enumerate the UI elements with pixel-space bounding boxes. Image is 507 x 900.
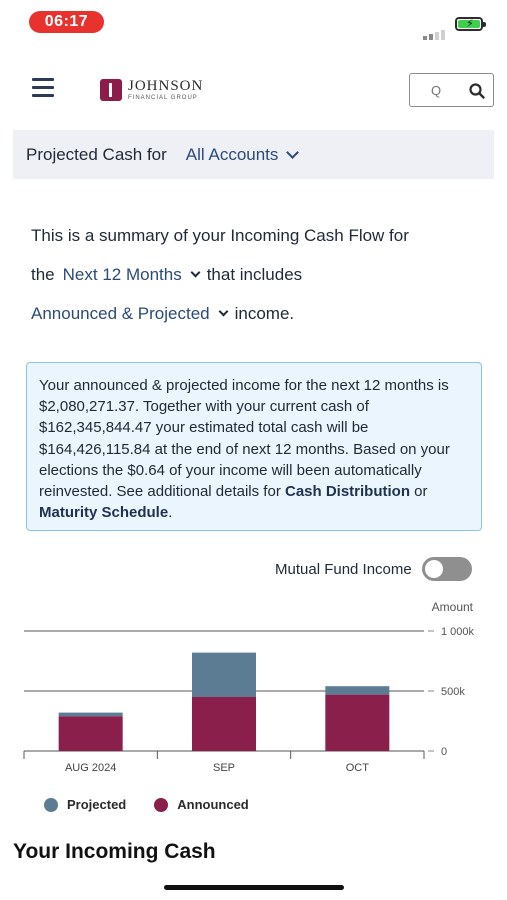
- toggle-knob: [425, 560, 443, 578]
- x-tick-label: OCT: [345, 762, 369, 774]
- chevron-down-icon: [190, 268, 200, 278]
- x-tick-label: AUG 2024: [64, 762, 117, 774]
- projected-cash-bar: [13, 130, 494, 179]
- summary-text: [31, 216, 481, 333]
- legend-item-projected[interactable]: [44, 797, 126, 812]
- bar-announced-0: [59, 716, 123, 751]
- bar-projected-0: [59, 713, 123, 717]
- status-time: 06:17: [29, 11, 104, 33]
- bar-projected-2: [325, 686, 389, 694]
- maturity-schedule-link[interactable]: Maturity Schedule: [39, 504, 169, 522]
- status-bar: [0, 0, 507, 44]
- summary-includes: that includes: [206, 264, 303, 284]
- y-axis-label: Amount: [431, 600, 473, 614]
- y-tick-label: 500k: [441, 686, 465, 698]
- logo[interactable]: [100, 79, 203, 101]
- legend-item-announced[interactable]: [154, 797, 249, 812]
- bar-announced-1: [192, 697, 256, 751]
- mutual-fund-toggle-row: [275, 557, 472, 581]
- x-tick-label: SEP: [212, 762, 236, 774]
- search-box[interactable]: [409, 73, 494, 107]
- mutual-fund-label: Mutual Fund Income: [275, 560, 412, 578]
- income-type-dropdown[interactable]: [31, 298, 227, 330]
- income-type-dropdown-value: Announced & Projected: [31, 303, 210, 323]
- income-info-box: [26, 362, 482, 531]
- summary-prefix: This is a summary of your Incoming Cash Flow for: [31, 225, 409, 245]
- y-tick-label: 1 000k: [441, 626, 475, 638]
- home-indicator[interactable]: [164, 885, 344, 890]
- cash-distribution-link[interactable]: Cash Distribution: [284, 483, 410, 501]
- app-header: [0, 70, 507, 114]
- logo-name: JOHNSON: [128, 78, 204, 94]
- period-dropdown[interactable]: [63, 259, 199, 291]
- chevron-down-icon: [218, 307, 228, 317]
- account-dropdown[interactable]: [186, 145, 298, 165]
- section-title: Your Incoming Cash: [13, 840, 216, 863]
- logo-mark-icon: [100, 79, 122, 101]
- summary-suffix: income.: [234, 303, 295, 323]
- chart-legend: [44, 797, 277, 812]
- info-text: Your announced & projected income for the next 12 months is $2,080,271.37. Together with your current cash of $162,345,844.47 your estimated total cash will be $164,426,115.84 at the end of next 12 months. Based on your elections the $0.64 of your income will been automatically reinvested. See additional details for: [39, 377, 450, 501]
- bar-announced-2: [325, 695, 389, 751]
- incoming-cash-chart: [0, 595, 507, 785]
- y-tick-label: 0: [441, 746, 448, 758]
- account-dropdown-value: All Accounts: [185, 144, 279, 164]
- projected-cash-label: Projected Cash for: [26, 144, 167, 164]
- info-end: .: [168, 504, 173, 522]
- period-dropdown-value: Next 12 Months: [62, 264, 182, 284]
- logo-subtitle: FINANCIAL GROUP: [128, 95, 198, 101]
- bar-projected-1: [192, 653, 256, 697]
- summary-the: the: [31, 264, 55, 284]
- search-input[interactable]: [416, 80, 456, 100]
- legend-label-announced: Announced: [177, 797, 249, 812]
- search-icon[interactable]: [468, 82, 486, 100]
- legend-dot-announced: [154, 798, 168, 812]
- info-or: or: [410, 483, 428, 501]
- mutual-fund-toggle[interactable]: [422, 557, 472, 581]
- legend-label-projected: Projected: [67, 797, 127, 812]
- battery-icon: ⚡: [455, 17, 483, 31]
- menu-icon[interactable]: [32, 78, 54, 98]
- chevron-down-icon: [287, 146, 300, 159]
- signal-icon: [423, 22, 447, 40]
- legend-dot-projected: [44, 798, 58, 812]
